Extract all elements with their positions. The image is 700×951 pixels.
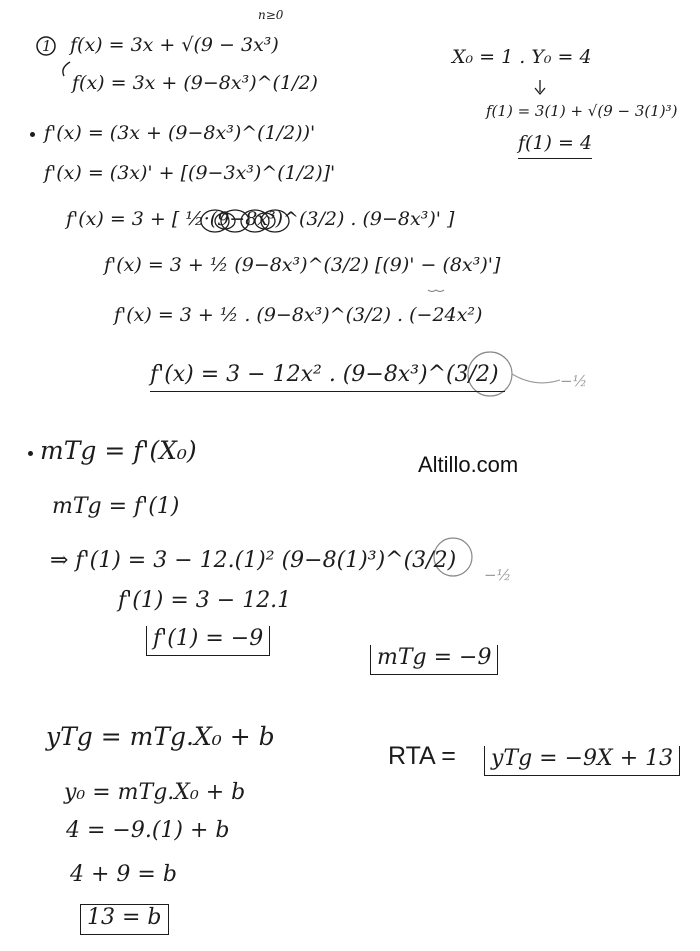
derivative-margin-note: −½ (560, 372, 588, 390)
watermark-text: Altillo.com (418, 452, 519, 477)
down-arrow-icon (535, 80, 545, 94)
tangent-substitution: 4 = −9.(1) + b (66, 818, 230, 843)
underline-squiggle (428, 290, 444, 292)
tangent-equation: yTg = mTg.X₀ + b (46, 722, 275, 751)
answer-label: RTA = (388, 742, 456, 770)
slope-evaluation: ⇒ f'(1) = 3 − 12.(1)² (9−8(1)³)^(3/2) (50, 548, 457, 573)
derivative-step-2: f'(x) = (3x)' + [(9−3x³)^(1/2)]' (44, 162, 336, 184)
evaluate-f1: f(1) = 3(1) + √(9 − 3(1)³) (486, 102, 678, 120)
derivative-result: f'(x) = 3 − 12x² . (9−8x³)^(3/2) (150, 362, 505, 392)
bullet-slope (28, 451, 33, 456)
mtg-result: mTg = −9 (370, 645, 498, 675)
function-power: f(x) = 3x + (9−8x³)^(1/2) (72, 72, 318, 94)
note-connector (512, 374, 560, 383)
f1-result: f(1) = 4 (518, 132, 592, 159)
answer-value: yTg = −9X + 13 (484, 746, 680, 776)
derivative-step-5: f'(x) = 3 + ½ . (9−8x³)^(3/2) . (−24x²) (114, 304, 483, 326)
curved-arrow-icon (63, 62, 70, 76)
given-point: X₀ = 1 . Y₀ = 4 (452, 46, 592, 68)
function-sqrt: f(x) = 3x + √(9 − 3x³) (70, 34, 279, 56)
exercise-number: 1 (42, 37, 52, 55)
intercept-result: 13 = b (80, 904, 169, 935)
bullet-derivative (30, 132, 35, 137)
slope-simplified: f'(1) = 3 − 12.1 (118, 588, 292, 613)
derivative-step-3: f'(x) = 3 + [ ½·(9−8x³)^(3/2) . (9−8x³)' ] (66, 208, 455, 230)
derivative-step-4: f'(x) = 3 + ½ (9−8x³)^(3/2) [(9)' − (8x³)'] (104, 254, 501, 276)
slope-definition: mTg = f'(X₀) (40, 436, 197, 465)
derivative-step-1: f'(x) = (3x + (9−8x³)^(1/2))' (44, 122, 316, 144)
tangent-at-point: y₀ = mTg.X₀ + b (64, 780, 246, 805)
tangent-solve: 4 + 9 = b (70, 862, 177, 887)
slope-at-point: mTg = f'(1) (52, 494, 180, 519)
slope-result: f'(1) = −9 (146, 626, 270, 656)
domain-note: n≥0 (258, 8, 284, 22)
slope-margin-note: −½ (484, 566, 512, 584)
